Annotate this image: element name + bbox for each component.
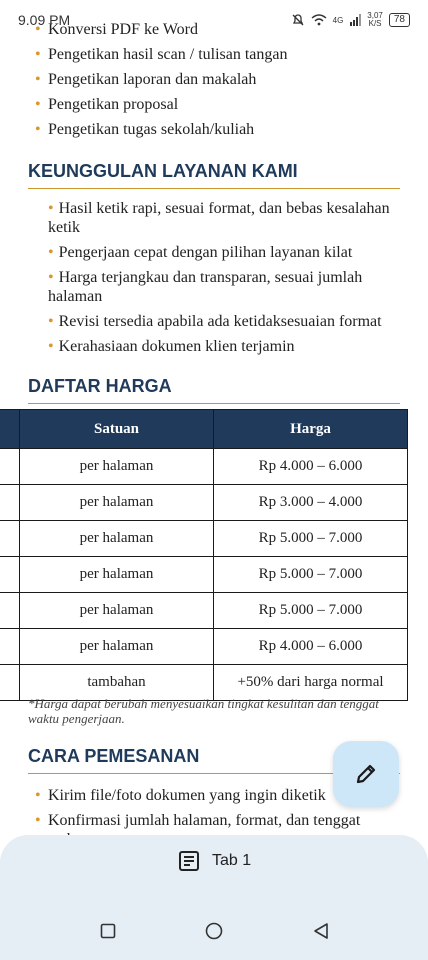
list-item: • Revisi tersedia apabila ada ketidaksesuaian format	[48, 313, 382, 330]
table-row: per halaman Rp 5.000 – 7.000	[0, 593, 408, 629]
document-list-icon	[178, 850, 200, 872]
network-type: 4G	[332, 15, 344, 25]
table-header-satuan: Satuan	[20, 410, 214, 449]
signal-icon	[349, 14, 361, 26]
list-item: • Hasil ketik rapi, sesuai format, dan bebas kesalahan ketik	[48, 200, 390, 236]
list-item: • Pengetikan proposal	[48, 95, 428, 114]
recent-apps-icon[interactable]	[100, 923, 116, 939]
bottom-bar	[0, 835, 428, 960]
edit-fab-button[interactable]	[333, 741, 399, 807]
table-header-harga: Harga	[214, 410, 408, 449]
table-row: per halaman Rp 5.000 – 7.000	[0, 557, 408, 593]
status-bar	[0, 0, 428, 30]
table-row: tambahan +50% dari harga normal	[0, 665, 408, 701]
list-item: • Konversi PDF ke Word	[48, 20, 428, 39]
list-item: • Pengetikan tugas sekolah/kuliah	[48, 120, 428, 139]
mute-bell-icon	[291, 13, 305, 27]
service-list	[0, 20, 428, 139]
status-icons	[291, 12, 410, 28]
price-table	[0, 409, 408, 701]
back-icon[interactable]	[312, 922, 330, 940]
pricing-heading: DAFTAR HARGA	[28, 376, 400, 404]
ordering-heading: CARA PEMESANAN	[28, 746, 400, 774]
list-item: • Pengetikan hasil scan / tulisan tangan	[48, 45, 428, 64]
list-item: • Pengerjaan cepat dengan pilihan layanan kilat	[48, 244, 353, 261]
page-content	[0, 15, 428, 404]
table-row: per halaman Rp 4.000 – 6.000	[0, 449, 408, 485]
table-header-row	[0, 410, 408, 449]
list-item: • Konfirmasi jumlah halaman, format, dan tenggat	[48, 811, 400, 849]
list-item: • Pengetikan laporan dan makalah	[48, 70, 428, 89]
list-item: • Kerahasiaan dokumen klien terjamin	[48, 338, 295, 355]
net-speed: 3,07 K/S	[367, 11, 383, 28]
list-item: • Harga terjangkau dan transparan, sesuai jumlah halaman	[48, 269, 363, 305]
price-note: *Harga dapat berubah menyesuaikan tingkat kesulitan dan tenggat waktu pengerjaan.	[28, 696, 379, 726]
tab-label: Tab 1	[212, 852, 252, 869]
tab-button[interactable]	[178, 850, 251, 872]
list-item: • Kirim file/foto dokumen yang ingin diketik	[48, 786, 400, 805]
status-time: 9.09 PM	[18, 12, 71, 28]
home-icon[interactable]	[205, 922, 223, 940]
table-row: per halaman Rp 4.000 – 6.000	[0, 629, 408, 665]
wifi-icon	[311, 14, 327, 26]
table-row: per halaman Rp 5.000 – 7.000	[0, 521, 408, 557]
advantages-heading: KEUNGGULAN LAYANAN KAMI	[28, 161, 400, 189]
advantages-list	[0, 199, 428, 356]
battery-indicator: 78	[389, 13, 410, 27]
table-header-cut	[0, 410, 20, 449]
table-row: per halaman Rp 3.000 – 4.000	[0, 485, 408, 521]
edit-pencil-icon	[354, 762, 378, 786]
